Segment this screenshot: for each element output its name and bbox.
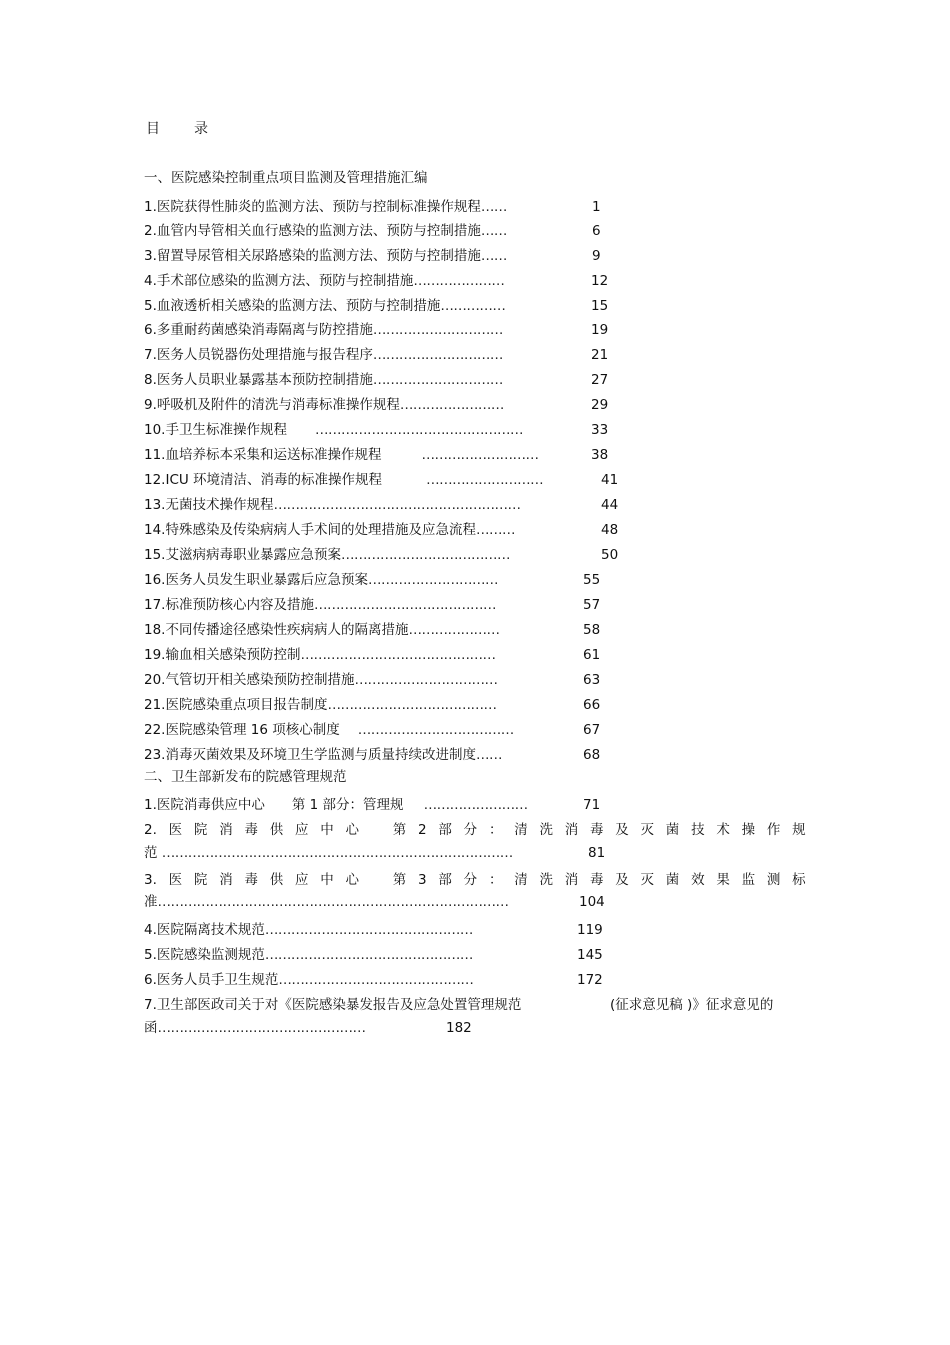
toc-entry-char: ：	[488, 872, 503, 888]
toc-entry-leader: ……………………………………	[313, 597, 496, 613]
toc-entry-char: 菌	[665, 872, 680, 888]
toc-entry[interactable]	[144, 946, 473, 964]
toc-entry-label: 10.手卫生标准操作规程	[144, 422, 287, 438]
toc-entry-page: 48	[601, 522, 619, 538]
toc-entry-leader: ………………………………	[357, 722, 514, 738]
toc-entry-char: 医	[168, 872, 183, 888]
toc-entry[interactable]	[144, 621, 499, 639]
toc-entry-page: 9	[592, 248, 601, 264]
toc-entry[interactable]	[144, 371, 503, 389]
toc-entry-page: 1	[592, 199, 601, 215]
toc-entry-page: 12	[591, 273, 609, 289]
toc-entry-label: 函	[144, 1020, 158, 1036]
toc-entry-label: 11.血培养标本采集和运送标准操作规程	[144, 447, 382, 463]
toc-entry-line2[interactable]	[144, 893, 509, 911]
toc-entry-char: 清	[514, 872, 528, 888]
toc-entry-page: 119	[577, 922, 603, 938]
toc-entry-leader: …………………………………………	[157, 1020, 366, 1036]
toc-entry-char: 应	[294, 872, 309, 888]
toc-entry-char: 心	[345, 822, 360, 838]
toc-entry[interactable]	[144, 272, 504, 290]
toc-entry-label: 16.医务人员发生职业暴露后应急预案	[144, 572, 368, 588]
toc-entry-char: 消	[564, 872, 579, 888]
toc-entry-label: 4.医院隔离技术规范	[144, 922, 265, 938]
section-heading-2: 二、卫生部新发布的院感管理规范	[144, 769, 347, 785]
toc-entry-leader: ……	[480, 248, 507, 264]
toc-entry-char: 果	[716, 872, 730, 888]
toc-entry-page: 33	[591, 422, 609, 438]
toc-entry-leader: …………………………………………	[264, 947, 473, 963]
toc-entry-label: 14.特殊感染及传染病病人手术间的处理措施及应急流程	[144, 522, 476, 538]
toc-entry-leader: ……	[480, 199, 507, 215]
toc-entry-page: 67	[583, 722, 601, 738]
toc-entry-char: 院	[193, 822, 208, 838]
toc-entry-label: 13.无菌技术操作规程	[144, 497, 274, 513]
toc-entry-label: 15.艾滋病病毒职业暴露应急预案	[144, 547, 341, 563]
toc-entry-leader: ………………………………………………………………………	[157, 894, 509, 910]
toc-entry-char: 分	[463, 822, 478, 838]
toc-entry[interactable]	[144, 297, 505, 315]
toc-entry-page: 182	[446, 1020, 472, 1036]
toc-entry-char: 部	[438, 872, 452, 888]
toc-entry[interactable]	[144, 796, 528, 814]
toc-entry-char: 毒	[244, 872, 258, 888]
toc-entry-label: 5.血液透析相关感染的监测方法、预防与控制措施	[144, 298, 441, 314]
toc-entry-char: 消	[219, 872, 233, 888]
toc-entry-leader: ……………………	[423, 797, 528, 813]
toc-entry-label: 7.医务人员锐器伤处理措施与报告程序	[144, 347, 373, 363]
toc-entry-label: 23.消毒灭菌效果及环境卫生学监测与质量持续改进制度	[144, 747, 476, 763]
toc-entry-page: 21	[591, 347, 609, 363]
toc-entry-page: 50	[601, 547, 619, 563]
section-heading-1: 一、医院感染控制重点项目监测及管理措施汇编	[144, 170, 428, 186]
toc-entry[interactable]	[144, 546, 510, 564]
toc-entry-page: 145	[577, 947, 603, 963]
toc-entry-char: 3.	[144, 872, 157, 888]
toc-entry-char: 消	[219, 822, 233, 838]
toc-entry[interactable]	[144, 421, 523, 439]
toc-entry[interactable]	[144, 396, 504, 414]
toc-entry-page: 58	[583, 622, 601, 638]
toc-title-char-1: 目	[146, 121, 160, 137]
toc-entry-char: 部	[438, 822, 452, 838]
toc-entry-page: 57	[583, 597, 601, 613]
toc-entry[interactable]	[144, 346, 503, 364]
toc-entry[interactable]	[144, 646, 495, 664]
toc-entry-leader: …………………………………………	[264, 922, 473, 938]
toc-entry-leader: …………………	[408, 622, 500, 638]
toc-title-char-2: 录	[194, 121, 208, 137]
toc-entry-label: 6.多重耐药菌感染消毒隔离与防控措施	[144, 322, 373, 338]
toc-entry-page: 55	[583, 572, 601, 588]
toc-entry-leader: ………………………	[421, 447, 539, 463]
toc-entry-leader: …………………………	[372, 372, 503, 388]
toc-entry[interactable]	[144, 671, 497, 689]
toc-entry-line2[interactable]	[144, 844, 513, 862]
toc-entry-page: 6	[592, 223, 601, 239]
toc-entry-leader: ……………………………	[354, 672, 498, 688]
toc-entry[interactable]	[144, 521, 515, 539]
toc-entry-char: 测	[766, 872, 781, 888]
toc-entry-char: 2.	[144, 822, 157, 838]
toc-entry-label: 19.输血相关感染预防控制	[144, 647, 301, 663]
toc-entry-char: 供	[269, 822, 284, 838]
toc-title	[146, 120, 208, 138]
toc-entry-char: 灭	[640, 872, 655, 888]
toc-entry-char: 洗	[539, 822, 553, 838]
toc-entry-leader: …………………	[413, 273, 505, 289]
toc-entry-leader: ……	[480, 223, 507, 239]
toc-entry-label: 2.血管内导管相关血行感染的监测方法、预防与控制措施	[144, 223, 481, 239]
toc-entry[interactable]	[144, 247, 507, 265]
toc-entry-char: 技	[691, 822, 705, 838]
toc-entry-label: 3.留置导尿管相关尿路感染的监测方法、预防与控制措施	[144, 248, 481, 264]
toc-entry[interactable]	[144, 222, 507, 240]
toc-entry-leader: ……	[475, 747, 502, 763]
toc-entry-leader: ………………………………………………………………………	[161, 845, 513, 861]
toc-entry-char: 毒	[590, 872, 604, 888]
toc-entry-label: 6.医务人员手卫生规范	[144, 972, 279, 988]
toc-entry[interactable]	[144, 596, 496, 614]
toc-entry-char: 供	[269, 872, 284, 888]
toc-entry-page: 15	[591, 298, 609, 314]
toc-entry[interactable]	[144, 721, 514, 739]
toc-entry-char: 操	[741, 822, 756, 838]
toc-entry-char: 2	[418, 822, 427, 838]
toc-entry[interactable]	[144, 571, 498, 589]
toc-entry-line1[interactable]	[144, 996, 521, 1014]
toc-entry-page: 63	[583, 672, 601, 688]
toc-entry-char: 效	[691, 872, 705, 888]
toc-entry[interactable]	[144, 921, 473, 939]
toc-entry-char: 及	[615, 872, 629, 888]
toc-entry-label: 21.医院感染重点项目报告制度	[144, 697, 328, 713]
toc-entry-label: 17.标准预防核心内容及措施	[144, 597, 314, 613]
toc-entry-line1[interactable]	[144, 821, 806, 839]
toc-entry-char: 心	[345, 872, 360, 888]
toc-entry-leader: …………………………	[372, 322, 503, 338]
toc-entry[interactable]	[144, 746, 502, 764]
toc-entry-leader: ……………	[440, 298, 506, 314]
toc-entry-char: 规	[792, 822, 806, 838]
toc-entry-char: 菌	[665, 822, 680, 838]
toc-entry-leader: …………………………………	[340, 547, 510, 563]
toc-entry-char: 监	[741, 872, 756, 888]
toc-entry-char: 毒	[590, 822, 604, 838]
toc-entry-char: 洗	[539, 872, 553, 888]
toc-entry-label: 20.气管切开相关感染预防控制措施	[144, 672, 355, 688]
toc-entry-page: 104	[579, 894, 605, 910]
toc-entry[interactable]	[144, 971, 473, 989]
toc-entry-page: 41	[601, 472, 619, 488]
toc-entry-leader: ………………………………………	[300, 647, 496, 663]
toc-entry-page: 27	[591, 372, 609, 388]
toc-entry-leader: …………………………………	[327, 697, 497, 713]
toc-entry-char: 术	[716, 822, 730, 838]
toc-entry-label: 7.卫生部医政司关于对《医院感染暴发报告及应急处置管理规范	[144, 997, 522, 1013]
toc-entry-leader: …………………………………………	[314, 422, 523, 438]
toc-entry-leader: ………………………………………	[278, 972, 474, 988]
toc-entry-char: 3	[418, 872, 427, 888]
toc-entry-leader: …………………………	[372, 347, 503, 363]
toc-entry-char: 分	[463, 872, 478, 888]
toc-entry-char: 作	[766, 822, 781, 838]
toc-entry-char: 医	[168, 822, 183, 838]
toc-entry-char: 灭	[640, 822, 655, 838]
toc-entry-leader: ………………………	[426, 472, 544, 488]
toc-entry-char: 标	[792, 872, 806, 888]
toc-entry-char: 清	[514, 822, 528, 838]
toc-entry-page: 44	[601, 497, 619, 513]
toc-entry-char: 消	[564, 822, 579, 838]
toc-entry-leader: …………………………………………………	[273, 497, 521, 513]
toc-entry-label: 9.呼吸机及附件的清洗与消毒标准操作规程	[144, 397, 400, 413]
toc-entry-char: 应	[294, 822, 309, 838]
toc-entry-leader: ………	[475, 522, 515, 538]
toc-entry-char: 及	[615, 822, 629, 838]
toc-entry-page: 68	[583, 747, 601, 763]
toc-entry-label: 8.医务人员职业暴露基本预防控制措施	[144, 372, 373, 388]
toc-entry[interactable]	[144, 471, 543, 489]
toc-entry-line2[interactable]	[144, 1019, 366, 1037]
toc-entry[interactable]	[144, 198, 507, 216]
toc-entry-char: 毒	[244, 822, 258, 838]
toc-entry-char: ：	[488, 822, 503, 838]
toc-entry-page: 66	[583, 697, 601, 713]
toc-entry[interactable]	[144, 446, 538, 464]
toc-entry-page: 172	[577, 972, 603, 988]
toc-entry-page: 29	[591, 397, 609, 413]
toc-entry-label: 4.手术部位感染的监测方法、预防与控制措施	[144, 273, 414, 289]
toc-entry-char: 第	[392, 872, 407, 888]
toc-entry-page: 38	[591, 447, 609, 463]
toc-entry-page: 81	[588, 845, 606, 861]
toc-entry-char: 中	[320, 822, 334, 838]
toc-entry-label-cont: (征求意见稿 )》征求意见的	[610, 997, 774, 1013]
toc-entry-char: 院	[193, 872, 208, 888]
toc-entry-leader: …………………………	[367, 572, 498, 588]
toc-entry-label: 12.ICU 环境清洁、消毒的标准操作规程	[144, 472, 383, 488]
toc-entry-page: 71	[583, 797, 601, 813]
toc-entry-label: 5.医院感染监测规范	[144, 947, 265, 963]
toc-entry-char: 第	[392, 822, 407, 838]
toc-entry-label: 18.不同传播途径感染性疾病病人的隔离措施	[144, 622, 409, 638]
toc-entry-line1[interactable]	[144, 871, 806, 889]
toc-entry-page: 61	[583, 647, 601, 663]
toc-entry[interactable]	[144, 496, 520, 514]
toc-entry-label: 1.医院获得性肺炎的监测方法、预防与控制标准操作规程	[144, 199, 481, 215]
toc-entry-label: 准	[144, 894, 158, 910]
toc-entry-char: 中	[320, 872, 334, 888]
toc-entry-leader: ……………………	[399, 397, 504, 413]
toc-entry-page: 19	[591, 322, 609, 338]
toc-entry[interactable]	[144, 696, 496, 714]
toc-entry-label: 1.医院消毒供应中心 第 1 部分：管理规	[144, 797, 404, 813]
toc-entry[interactable]	[144, 321, 503, 339]
toc-entry-label: 22.医院感染管理 16 项核心制度	[144, 722, 340, 738]
toc-entry-label: 范	[144, 845, 158, 861]
